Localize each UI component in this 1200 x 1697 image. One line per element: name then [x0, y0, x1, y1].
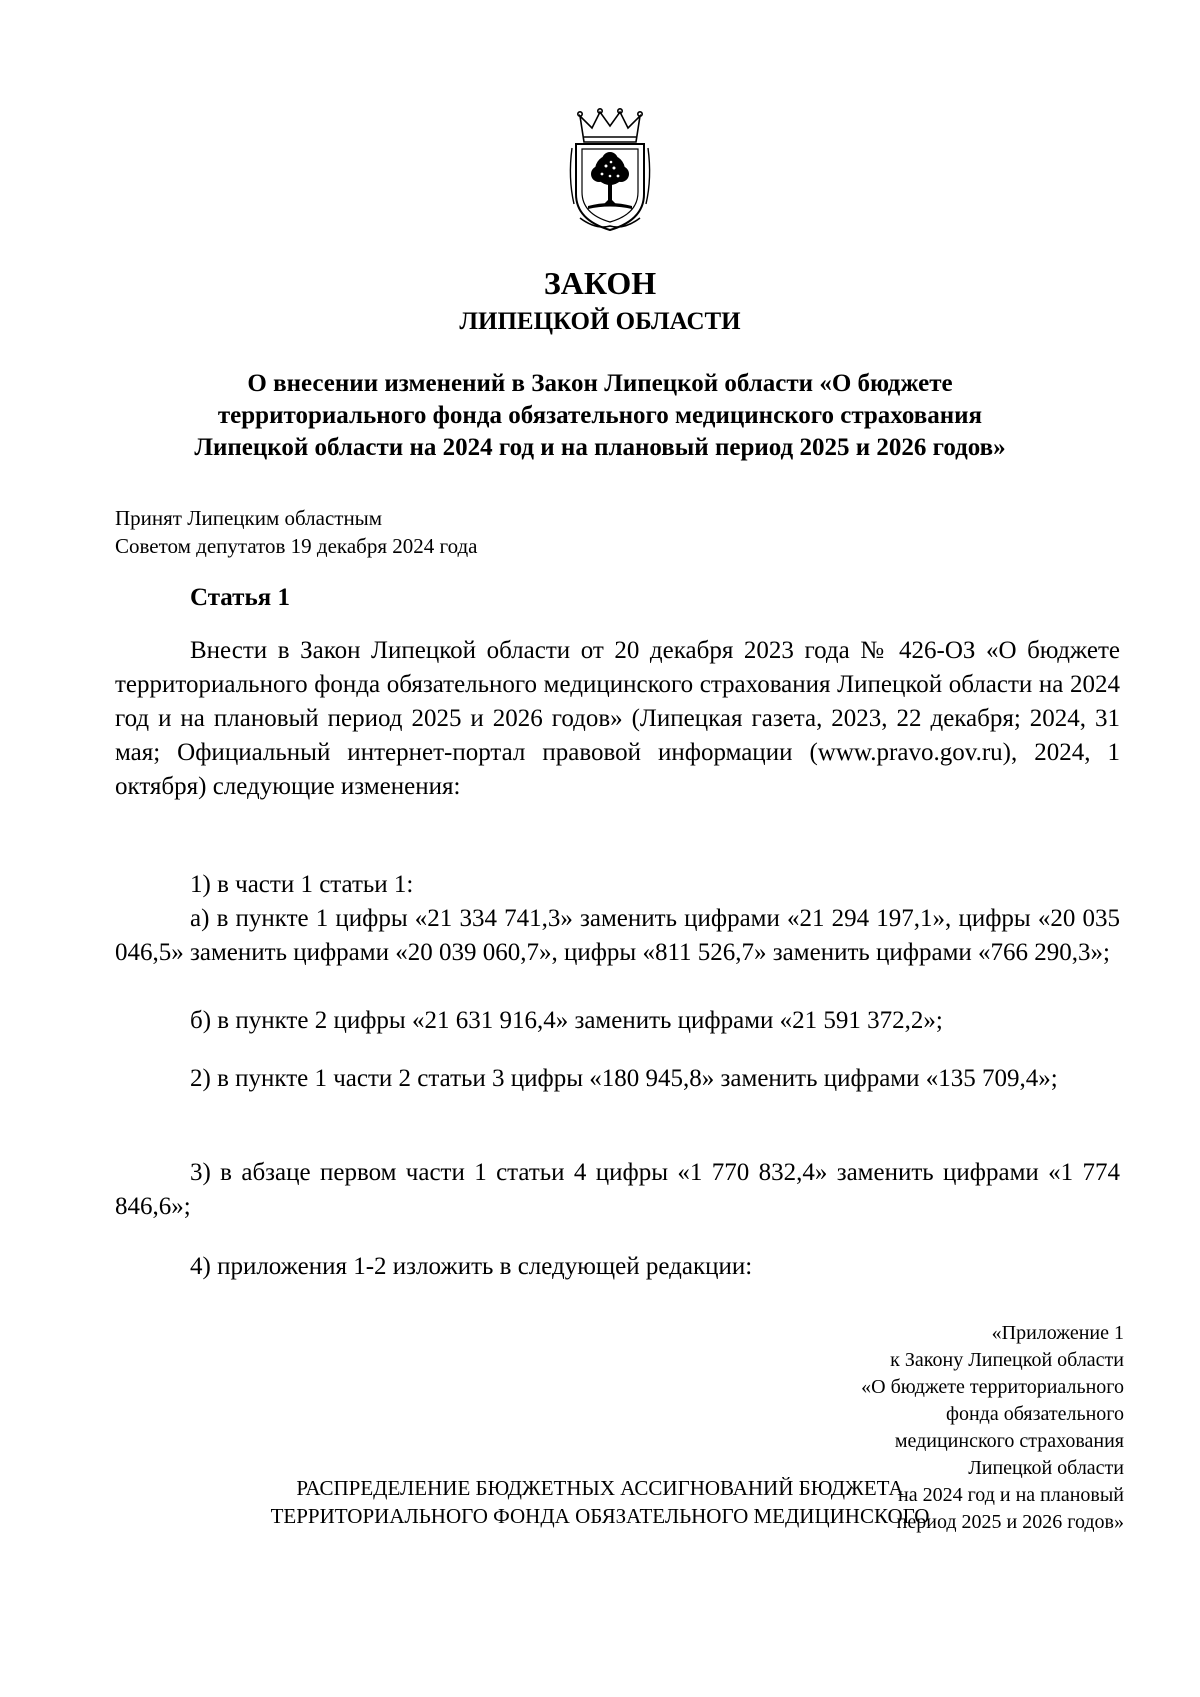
law-subject-line: Липецкой области на 2024 год и на плановый период 2025 и 2026 годов»	[194, 434, 1006, 461]
law-region: ЛИПЕЦКОЙ ОБЛАСТИ	[459, 308, 741, 335]
item-2-paragraph: 2) в пункте 1 части 2 статьи 3 цифры «180 945,8» заменить цифрами «135 709,4»;	[190, 1065, 1058, 1092]
adoption-line: Советом депутатов 19 декабря 2024 года	[115, 534, 478, 558]
item-1b-paragraph: б) в пункте 2 цифры «21 631 916,4» заменить цифрами «21 591 372,2»;	[190, 1007, 943, 1034]
adoption-line: Принят Липецким областным	[115, 506, 383, 530]
item-3-paragraph: 3) в абзаце первом части 1 статьи 4 цифры «1 770 832,4» заменить цифрами «1 774 846,6»;	[115, 1159, 1120, 1220]
law-title: ЗАКОН	[543, 265, 657, 301]
appendix-line: к Закону Липецкой области	[890, 1349, 1124, 1371]
appendix-line: медицинского страхования	[894, 1430, 1124, 1452]
law-subject-line: территориального фонда обязательного медицинского страхования	[217, 402, 983, 429]
item-1a-paragraph: а) в пункте 1 цифры «21 334 741,3» заменить цифрами «21 294 197,1», цифры «20 035 046,5» заменить цифрами «20 039 060,7», цифры «811 526,7» заменить цифрами «766 290,3»;	[115, 905, 1120, 966]
article-title: Статья 1	[190, 584, 290, 611]
law-subject	[0, 368, 1200, 464]
distribution-title-line: РАСПРЕДЕЛЕНИЕ БЮДЖЕТНЫХ АССИГНОВАНИЙ БЮДЖЕТА	[296, 1476, 904, 1500]
appendix-line: «О бюджете территориального	[861, 1376, 1124, 1398]
appendix-line: Липецкой области	[968, 1457, 1124, 1479]
item-4-paragraph: 4) приложения 1-2 изложить в следующей редакции:	[190, 1253, 753, 1280]
appendix-line: «Приложение 1	[991, 1322, 1124, 1344]
article-intro-paragraph: Внести в Закон Липецкой области от 20 декабря 2023 года № 426-ОЗ «О бюджете территориального фонда обязательного медицинского страхования Липецкой области на 2024 год и на плановый период 2025 и 2026 годов» (Липецкая газета, 2023, 22 декабря; 2024, 31 мая; Официальный интернет-портал правовой информации (www.pravo.gov.ru), 2024, 1 октября) следующие изменения:	[115, 637, 1120, 800]
distribution-title	[0, 1474, 1200, 1530]
item-1-heading: 1) в части 1 статьи 1:	[190, 871, 414, 898]
appendix-line: фонда обязательного	[946, 1403, 1124, 1425]
law-subject-line: О внесении изменений в Закон Липецкой области «О бюджете	[247, 370, 953, 397]
adoption-note	[115, 504, 477, 560]
lipetsk-coat-of-arms-icon	[566, 108, 654, 234]
appendix-line: на 2024 год и на плановый	[897, 1484, 1124, 1506]
appendix-line: период 2025 и 2026 годов»	[896, 1511, 1124, 1533]
distribution-title-line: ТЕРРИТОРИАЛЬНОГО ФОНДА ОБЯЗАТЕЛЬНОГО МЕДИЦИНСКОГО	[270, 1504, 930, 1528]
